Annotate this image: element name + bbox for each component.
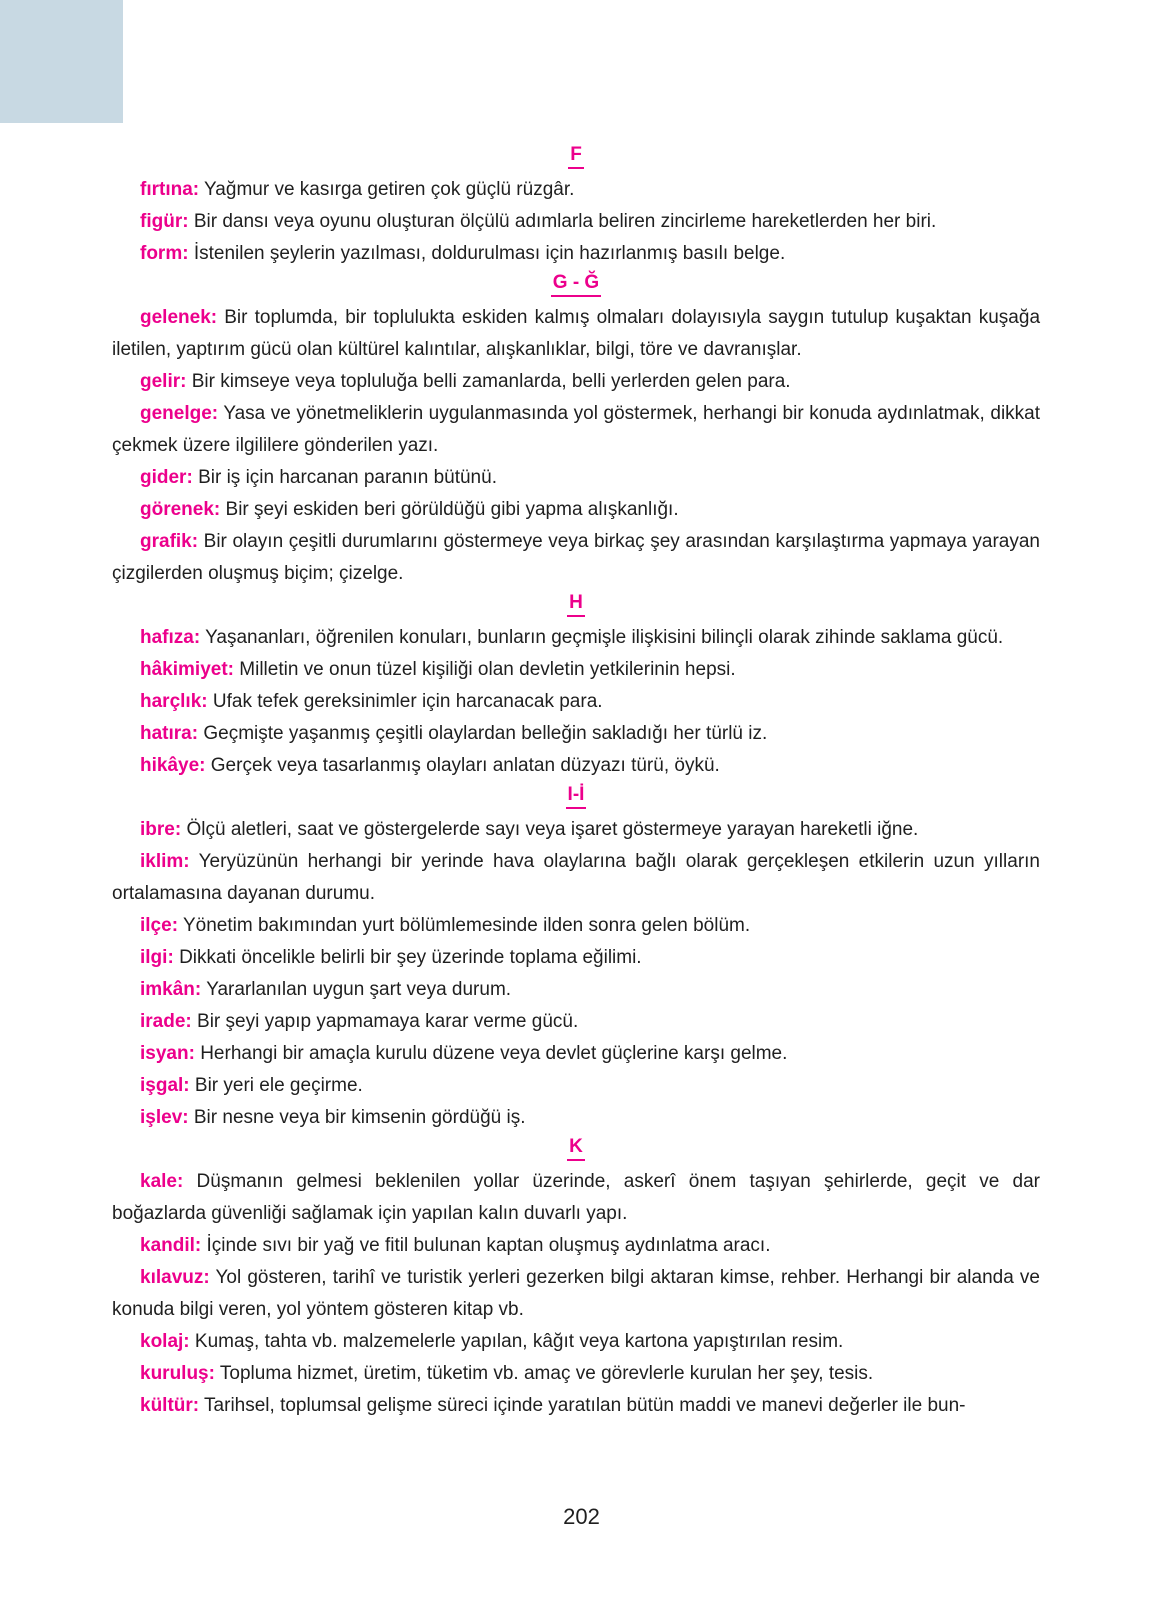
glossary-entry (112, 1006, 1040, 1038)
entry-term: gider: (140, 467, 193, 488)
entry-definition: Milletin ve onun tüzel kişiliği olan devletin yetkilerinin hepsi. (239, 659, 736, 680)
glossary-entry (112, 622, 1040, 654)
entry-term: imkân: (140, 979, 202, 1000)
entry-definition: Topluma hizmet, üretim, tüketim vb. amaç ve görevlerle kurulan her şey, tesis. (219, 1363, 874, 1384)
entry-term: hâkimiyet: (140, 659, 234, 680)
section-letter-heading (112, 590, 1040, 622)
entry-definition: Dikkati öncelikle belirli bir şey üzerinde toplama eğilimi. (179, 947, 642, 968)
entry-term: kuruluş: (140, 1363, 215, 1384)
section-letter: K (567, 1136, 585, 1161)
entry-definition: Yol gösteren, tarihî ve turistik yerleri gezerken bilgi aktaran kimse, rehber. Herhangi bir alanda ve konuda bilgi veren, yol yöntem gösteren kitap vb. (112, 1267, 1040, 1320)
entry-definition: Bir olayın çeşitli durumlarını göstermeye veya birkaç şey arasından karşılaştırma yapmaya yarayan çizgilerden oluşmuş biçim; çizelge. (112, 531, 1041, 584)
entry-term: görenek: (140, 499, 221, 520)
entry-term: ilçe: (140, 915, 179, 936)
glossary-content (112, 142, 1040, 1422)
glossary-entry (112, 910, 1040, 942)
entry-term: figür: (140, 211, 189, 232)
glossary-entry (112, 206, 1040, 238)
entry-definition: Ölçü aletleri, saat ve göstergelerde sayı veya işaret göstermeye yarayan hareketli iğne. (186, 819, 919, 840)
entry-term: ibre: (140, 819, 182, 840)
entry-definition: İstenilen şeylerin yazılması, doldurulması için hazırlanmış basılı belge. (193, 243, 786, 264)
section-letter-heading (112, 1134, 1040, 1166)
glossary-entry (112, 1390, 1040, 1422)
glossary-entry (112, 750, 1040, 782)
glossary-entry (112, 1326, 1040, 1358)
entry-definition: Herhangi bir amaçla kurulu düzene veya devlet güçlerine karşı gelme. (200, 1043, 788, 1064)
glossary-entry (112, 174, 1040, 206)
entry-definition: Ufak tefek gereksinimler için harcanacak para. (212, 691, 603, 712)
entry-definition: Bir toplumda, bir toplulukta eskiden kalmış olmaları dolayısıyla saygın tutulup kuşaktan kuşağa iletilen, yaptırım gücü olan kültürel kalıntılar, alışkanlıklar, bilgi, töre ve davranışlar. (112, 307, 1041, 360)
entry-definition: Bir nesne veya bir kimsenin gördüğü iş. (193, 1107, 526, 1128)
entry-term: kültür: (140, 1395, 200, 1416)
entry-definition: Yaşananları, öğrenilen konuları, bunların geçmişle ilişkisini bilinçli olarak zihinde saklama gücü. (205, 627, 1004, 648)
glossary-entry (112, 1262, 1040, 1326)
glossary-entry (112, 846, 1040, 910)
glossary-entry (112, 1070, 1040, 1102)
section-letter-heading (112, 270, 1040, 302)
glossary-entry (112, 494, 1040, 526)
entry-term: işlev: (140, 1107, 189, 1128)
section-letter: F (568, 144, 584, 169)
glossary-entry (112, 718, 1040, 750)
entry-definition: Yasa ve yönetmeliklerin uygulanmasında yol göstermek, herhangi bir konuda aydınlatmak, dikkat çekmek üzere ilgililere gönderilen yazı. (112, 403, 1041, 456)
entry-definition: Geçmişte yaşanmış çeşitli olaylardan belleğin sakladığı her türlü iz. (203, 723, 768, 744)
entry-term: genelge: (140, 403, 219, 424)
glossary-entry (112, 462, 1040, 494)
entry-definition: Düşmanın gelmesi beklenilen yollar üzerinde, askerî önem taşıyan şehirlerde, geçit ve dar boğazlarda güvenliği sağlamak için yapılan kalın duvarlı yapı. (112, 1171, 1040, 1224)
entry-definition: Tarihsel, toplumsal gelişme süreci içinde yaratılan bütün maddi ve manevi değerler ile bun- (204, 1395, 966, 1416)
entry-definition: Yararlanılan uygun şart veya durum. (206, 979, 512, 1000)
entry-definition: Bir iş için harcanan paranın bütünü. (198, 467, 497, 488)
entry-definition: Gerçek veya tasarlanmış olayları anlatan düzyazı türü, öykü. (210, 755, 720, 776)
entry-term: ilgi: (140, 947, 174, 968)
entry-term: irade: (140, 1011, 192, 1032)
entry-term: kale: (140, 1171, 184, 1192)
glossary-entry (112, 398, 1040, 462)
glossary-entry (112, 686, 1040, 718)
section-letter: I-İ (566, 784, 587, 809)
corner-tab (0, 0, 123, 123)
entry-term: gelenek: (140, 307, 218, 328)
entry-term: hafıza: (140, 627, 201, 648)
glossary-entry (112, 526, 1040, 590)
entry-term: gelir: (140, 371, 187, 392)
glossary-entry (112, 1230, 1040, 1262)
glossary-entry (112, 974, 1040, 1006)
entry-definition: Bir kimseye veya topluluğa belli zamanlarda, belli yerlerden gelen para. (191, 371, 791, 392)
entry-definition: Yönetim bakımından yurt bölümlemesinde ilden sonra gelen bölüm. (182, 915, 751, 936)
entry-term: işgal: (140, 1075, 190, 1096)
glossary-entry (112, 238, 1040, 270)
entry-definition: İçinde sıvı bir yağ ve fitil bulunan kaptan oluşmuş aydınlatma aracı. (206, 1235, 771, 1256)
entry-term: kandil: (140, 1235, 202, 1256)
entry-term: hatıra: (140, 723, 199, 744)
glossary-entry (112, 654, 1040, 686)
glossary-entry (112, 1038, 1040, 1070)
glossary-entry (112, 366, 1040, 398)
glossary-entry (112, 1358, 1040, 1390)
glossary-entry (112, 814, 1040, 846)
entry-term: isyan: (140, 1043, 195, 1064)
glossary-entry (112, 1166, 1040, 1230)
entry-term: iklim: (140, 851, 190, 872)
page-number: 202 (563, 1504, 600, 1529)
entry-term: fırtına: (140, 179, 200, 200)
entry-definition: Kumaş, tahta vb. malzemelerle yapılan, kâğıt veya kartona yapıştırılan resim. (194, 1331, 844, 1352)
entry-definition: Yeryüzünün herhangi bir yerinde hava olaylarına bağlı olarak gerçekleşen etkilerin uzun yılların ortalamasına dayanan durumu. (112, 851, 1040, 904)
entry-term: grafik: (140, 531, 199, 552)
entry-term: form: (140, 243, 189, 264)
section-letter: G - Ğ (551, 272, 601, 297)
entry-term: hikâye: (140, 755, 206, 776)
entry-definition: Bir yeri ele geçirme. (194, 1075, 363, 1096)
entry-term: kolaj: (140, 1331, 190, 1352)
entry-term: kılavuz: (140, 1267, 210, 1288)
section-letter-heading (112, 142, 1040, 174)
entry-definition: Bir dansı veya oyunu oluşturan ölçülü adımlarla beliren zincirleme hareketlerden her biri. (193, 211, 937, 232)
entry-term: harçlık: (140, 691, 208, 712)
section-letter-heading (112, 782, 1040, 814)
glossary-entry (112, 1102, 1040, 1134)
entry-definition: Bir şeyi yapıp yapmamaya karar verme gücü. (197, 1011, 579, 1032)
entry-definition: Yağmur ve kasırga getiren çok güçlü rüzgâr. (204, 179, 575, 200)
glossary-entry (112, 942, 1040, 974)
glossary-entry (112, 302, 1040, 366)
section-letter: H (567, 592, 585, 617)
entry-definition: Bir şeyi eskiden beri görüldüğü gibi yapma alışkanlığı. (225, 499, 679, 520)
